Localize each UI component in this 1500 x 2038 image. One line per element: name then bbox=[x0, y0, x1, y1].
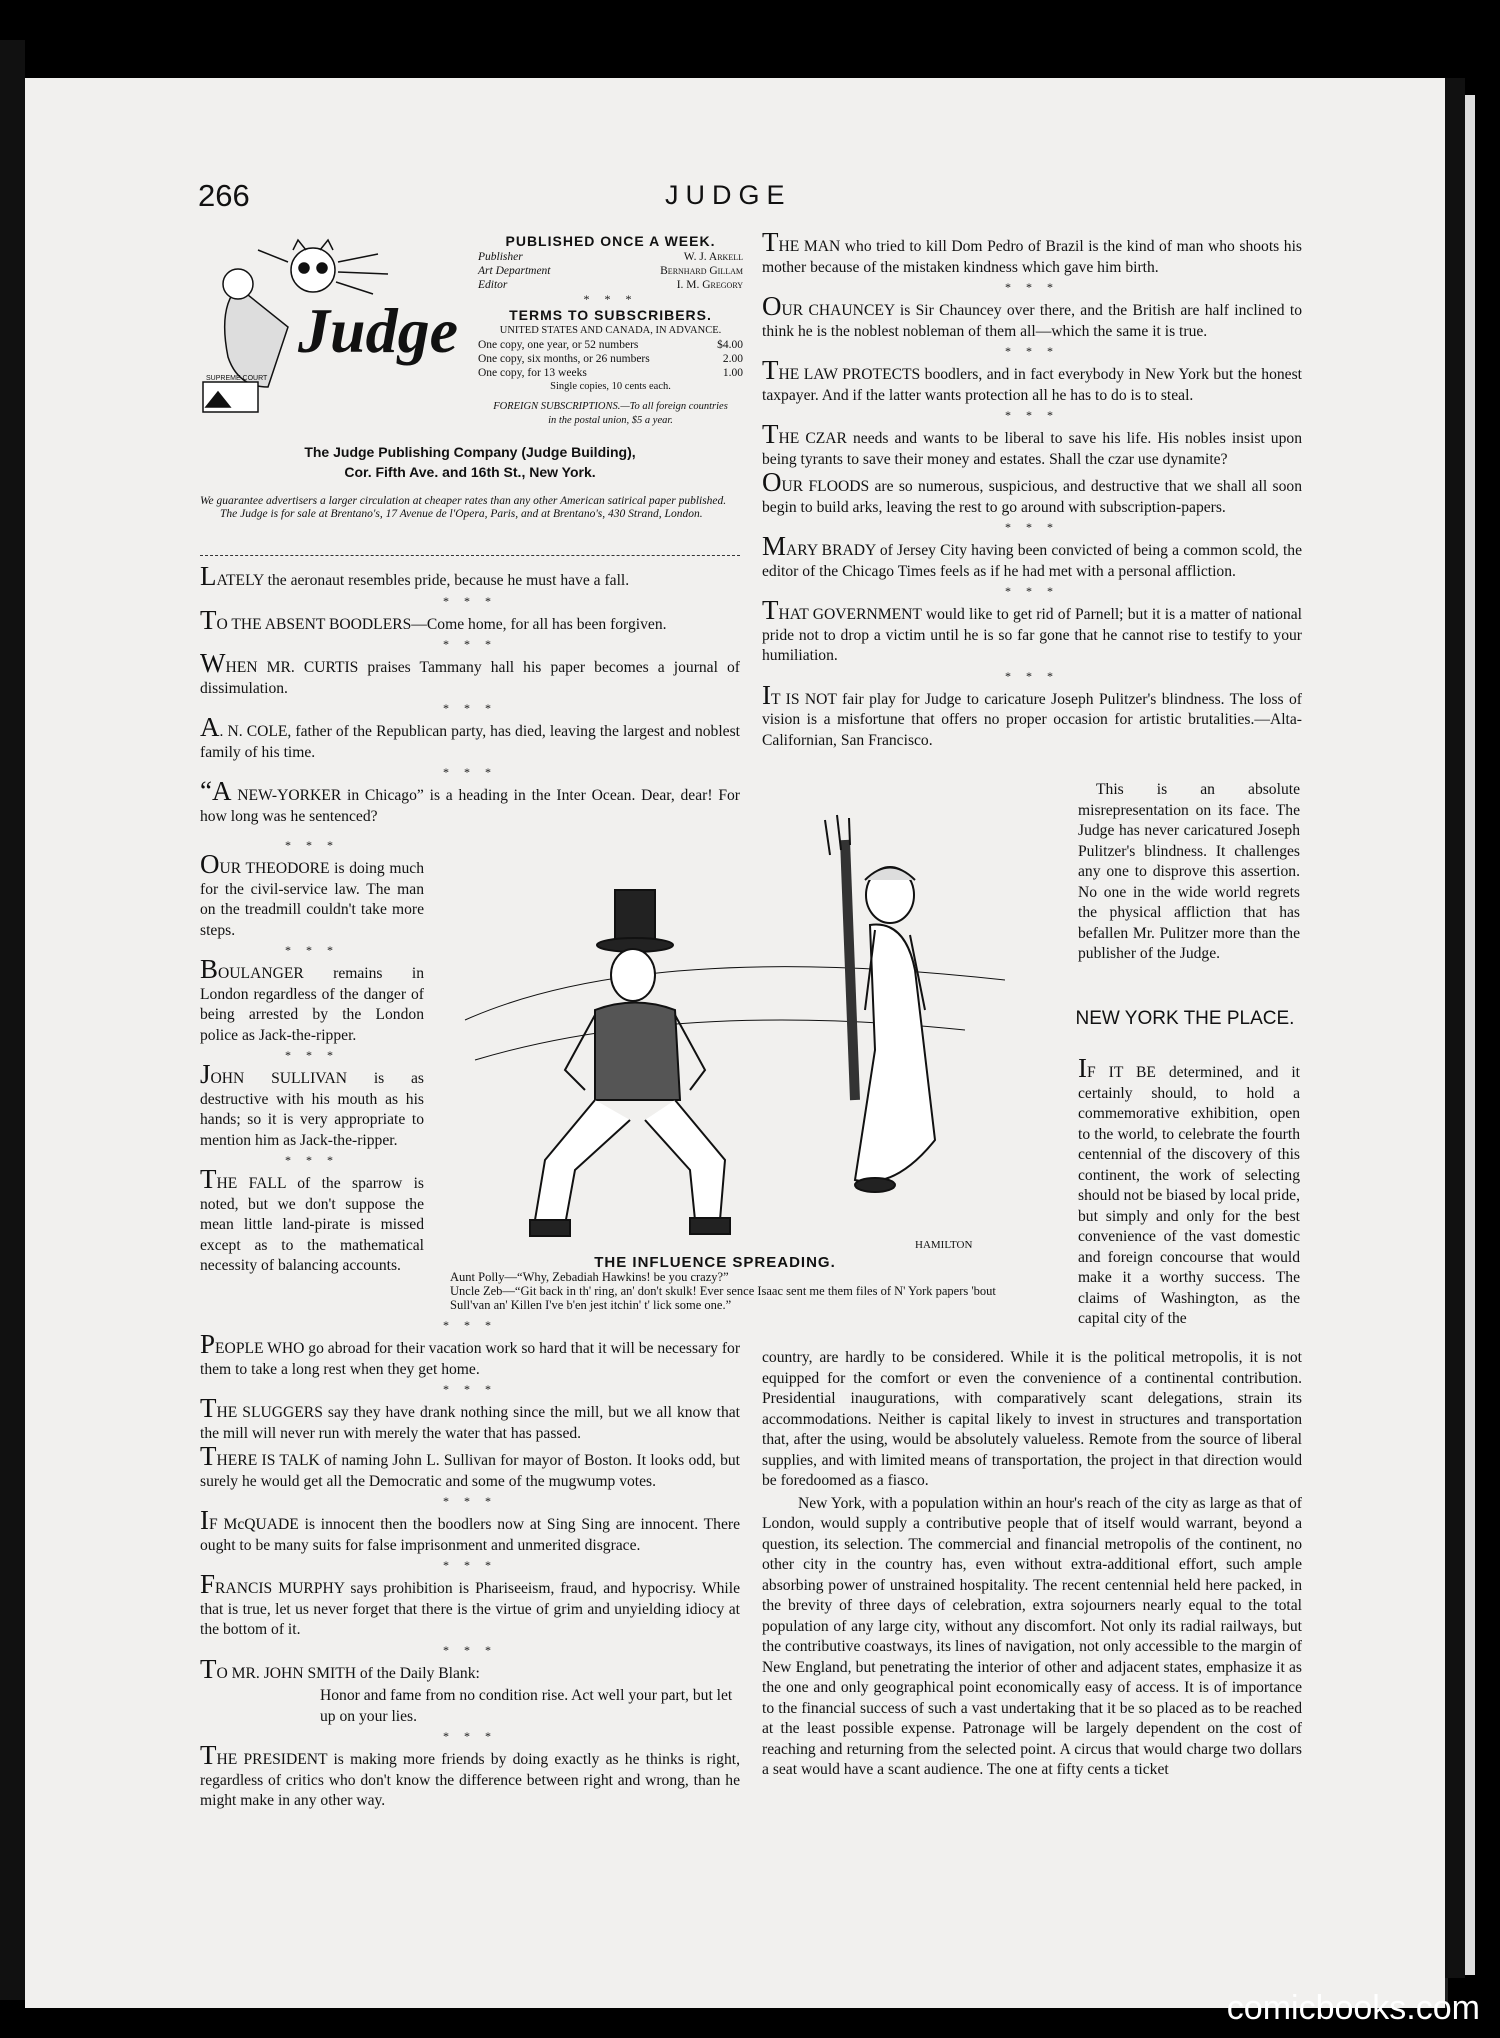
editor-row: Editor I. M. Gregory bbox=[478, 279, 743, 291]
paragraph: THERE IS TALK of naming John L. Sullivan for mayor of Boston. It looks odd, but surely he would get all the Democratic and some of the mugwump votes. bbox=[200, 1441, 740, 1490]
terms-heading: TERMS TO SUBSCRIBERS. bbox=[509, 307, 712, 323]
paragraph: country, are hardly to be considered. While it is the political metropolis, it is not equipped for the comfort or even the convenience of a continental contribution. Presidential inaugurations, with comparatively scant delegations, strain its accommodations. Neither is capital likely to invest in structures and transportation that, after the using, would be absolutely valueless. Remote from the source of liberal supplies, and with limited means of transportation, the project in that direction would be foredoomed as a fiasco. bbox=[762, 1349, 1302, 1489]
paragraph: A. N. COLE, father of the Republican party, has died, leaving the largest and noblest family of his time. bbox=[200, 712, 740, 761]
paragraph: PEOPLE WHO go abroad for their vacation work so hard that it will be necessary for them to take a long rest when they get home. bbox=[200, 1329, 741, 1378]
paragraph: IF McQUADE is innocent then the boodlers now at Sing Sing are innocent. There ought to be many suits for false imprisonment and unmerited disgrace. bbox=[200, 1505, 740, 1554]
paragraph: THE FALL of the sparrow is noted, but we don't suppose the mean little land-pirate is missed except as to the mathematical necessity of balancing accounts. bbox=[200, 1164, 424, 1274]
terms-sub: UNITED STATES AND CANADA, IN ADVANCE. bbox=[499, 325, 722, 336]
left-column-top: LATELY the aeronaut resembles pride, because he must have a fall. * * * TO THE ABSENT BOODLERS—Come home, for all has been forgiven. * * * WHEN MR. CURTIS praises Tammany hall his paper becomes a journal of dissimulation. * * * A. N. COLE, father of the Republican party, has died, leaving the largest and noblest family of his time. * * * “A NEW-YORKER in Chicago” is a heading in the Inter Ocean. Dear, dear! For how long was he sentenced? bbox=[200, 566, 740, 829]
left-column-bottom: * * * PEOPLE WHO go abroad for their vacation work so hard that it will be necessary for them to take a long rest when they get home. * * * THE SLUGGERS say they have drank nothing since the mill, but we all know that the mill will never run with merely the water that has passed. THERE IS TALK of naming John L. Sullivan for mayor of Boston. It looks odd, but surely he would get all the Democratic and some of the mugwump votes. * * * IF McQUADE is innocent then the boodlers now at Sing Sing are innocent. There ought to be many suits for false imprisonment and unmerited disgrace. * * * FRANCIS MURPHY says prohibition is Phariseeism, fraud, and hypocrisy. While that is true, let us never forget that there is the virtue of grim and unyielding idiocy at the bottom of it. * * * TO MR. JOHN SMITH of the Daily Blank: Honor and fame from no condition rise. Act well your part, but let up on your lies. * * * THE PRESIDENT is making more friends by doing exactly as he thinks is right, regardless of critics who don't know the difference between right and wrong, than he might make in any other way. bbox=[200, 1318, 740, 1814]
foreign-subscriptions: FOREIGN SUBSCRIPTIONS.—To all foreign countries in the postal union, $5 a year. bbox=[493, 401, 728, 426]
running-head: JUDGE bbox=[665, 180, 792, 210]
cartoon-caption bbox=[430, 1256, 1000, 1312]
paragraph: IF IT BE determined, and it certainly should, to hold a commemorative exhibition, open to the world, to celebrate the fourth centennial of the discovery of this continent, the work of selecting should not be biased by local pride, but simply and only for the best convenience of the vast domestic and foreign concourse that would make it a worthy success. The claims of Washington, as the capital city of the bbox=[1078, 1053, 1300, 1327]
page-spine bbox=[1445, 78, 1465, 1978]
paragraph: WHEN MR. CURTIS praises Tammany hall his paper becomes a journal of dissimulation. bbox=[200, 648, 740, 697]
paragraph: OUR CHAUNCEY is Sir Chauncey over there, and the British are half inclined to think he is the noblest nobleman of them all—which the same it is true. bbox=[762, 291, 1302, 340]
cartoon-title: THE INFLUENCE SPREADING. bbox=[594, 1254, 836, 1271]
paragraph: TO THE ABSENT BOODLERS—Come home, for all has been forgiven. bbox=[200, 604, 667, 635]
paragraph: OUR THEODORE is doing much for the civil-service law. The man on the treadmill couldn't take more steps. bbox=[200, 849, 424, 939]
watermark: comicbooks.com bbox=[1226, 1989, 1480, 2027]
verse: Honor and fame from no condition rise. Act well your part, but let up on your lies. bbox=[320, 1687, 733, 1725]
paragraph: THE LAW PROTECTS boodlers, and in fact everybody in New York but the honest taxpayer. And if the latter wants protection all he has to do is to steal. bbox=[762, 355, 1302, 404]
ny-body bbox=[762, 1348, 1302, 1783]
published-heading: PUBLISHED ONCE A WEEK. bbox=[505, 233, 716, 249]
right-column: THE MAN who tried to kill Dom Pedro of Brazil is the kind of man who shoots his mother because of the mistaken kindness which gave him birth. * * * OUR CHAUNCEY is Sir Chauncey over there, and the British are half inclined to think he is the noblest nobleman of them all—which the same it is true. * * * THE LAW PROTECTS boodlers, and in fact everybody in New York but the honest taxpayer. And if the latter wants protection all he has to do is to steal. * * * THE CZAR needs and wants to be liberal to save his life. His nobles insist upon being tyrants to save their money and estates. Shall the czar use dynamite? OUR FLOODS are so numerous, suspicious, and destructive that we shall all soon begin to build arks, leaving the rest to go around with subscription-papers. * * * MARY BRADY of Jersey City having been convicted of being a common scold, the editor of the Chicago Times feels as if he had met with a personal affliction. * * * THAT GOVERNMENT would like to get rid of Parnell; but it is a matter of national pride not to drop a victim until he is so far gone that he cannot rise to testify to your humiliation. * * * IT IS NOT fair play for Judge to caricature Joseph Pulitzer's blindness. The loss of vision is a misfortune that offers no proper occasion for artistic brutalities.—Alta-Californian, San Francisco. bbox=[762, 232, 1302, 753]
divider bbox=[200, 555, 740, 556]
page-number: 266 bbox=[198, 178, 250, 213]
paragraph: THE SLUGGERS say they have drank nothing since the mill, but we all know that the mill will never run with merely the water that has passed. bbox=[200, 1393, 740, 1442]
paragraph: New York, with a population within an hour's reach of the city as large as that of London, would supply a contributive people that of itself would warrant, beyond a question, its selection. The commercial and financial metropolis of the continent, no other city in the country has, even without extra-additional effort, such ample absorbing power of unstrained hospitality. The recent centennial held here packed, in the brevity of three days of celebration, extra sojourners nearly equal to the total population of any large city, without any discomfort. Not only its radial railways, but the contributive coastways, its lines of navigation, not only accessible to the margin of New England, but penetrating the interior of other and adjacent states, emphasize it as the one and only geographical point economically easy of access. It is of importance to the financial success of such a vast undertaking that it be so placed as to be reached at the least possible expense. Patronage will be largely dependent on the cost of reaching and returning from the selected point. A circus that would charge two dollars a seat would have a scant audience. The one at fifty cents a ticket bbox=[762, 1494, 1302, 1778]
rate-row: One copy, for 13 weeks 1.00 bbox=[478, 367, 743, 379]
paragraph: IT IS NOT fair play for Judge to caricature Joseph Pulitzer's blindness. The loss of vision is a misfortune that offers no proper occasion for artistic brutalities.—Alta-Californian, San Francisco. bbox=[762, 679, 1302, 749]
ny-intro bbox=[1078, 1053, 1300, 1332]
caption-line: Uncle Zeb—“Git back in th' ring, an' don't skulk! Ever sence Isaac sent me them files of N' York papers 'bout Sull'van an' Killen I've b'en jest itchin' t' lick some one.” bbox=[450, 1284, 996, 1312]
paragraph: “A NEW-YORKER in Chicago” is a heading in the Inter Ocean. Dear, dear! For how long was he sentenced? bbox=[200, 776, 740, 825]
paragraph: OUR FLOODS are so numerous, suspicious, and destructive that we shall all soon begin to build arks, leaving the rest to go around with subscription-papers. bbox=[762, 467, 1302, 516]
paragraph: FRANCIS MURPHY says prohibition is Phariseeism, fraud, and hypocrisy. While that is true, let us never forget that there is the virtue of grim and unyielding idiocy at the bottom of it. bbox=[200, 1569, 740, 1638]
masthead-info: PUBLISHED ONCE A WEEK. Publisher W. J. Arkell Art Department Bernhard Gillam Editor I. M. Gregory * * * TERMS TO SUBSCRIBERS. UNITED STATES AND CANADA, IN ADVANCE. One copy, one year, or 52 numbers $4.00 One copy, six months, or 26 numbers 2.00 One copy, for 13 weeks 1.00 Single copies, 10 cents each. FOREIGN SUBSCRIPTIONS.—To all foreign countries in the postal union, $5 a year. bbox=[478, 233, 743, 426]
paragraph: This is an absolute misrepresentation on its face. The Judge has never caricatured Joseph Pulitzer's blindness. It challenges any one to disprove this assertion. No one in the wide world regrets the physical affliction that has befallen Mr. Pulitzer more than the publisher of the Judge. bbox=[1078, 781, 1300, 962]
right-column-narrow bbox=[1078, 780, 1300, 967]
single-copies: Single copies, 10 cents each. bbox=[550, 381, 671, 392]
rate-row: One copy, six months, or 26 numbers 2.00 bbox=[478, 353, 743, 365]
paragraph: THE MAN who tried to kill Dom Pedro of Brazil is the kind of man who shoots his mother because of the mistaken kindness which gave him birth. bbox=[762, 227, 1302, 276]
left-column-narrow: * * * OUR THEODORE is doing much for the civil-service law. The man on the treadmill couldn't take more steps. * * * BOULANGER remains in London regardless of the danger of being arrested by the London police as Jack-the-ripper. * * * JOHN SULLIVAN is as destructive with his mouth as his hands; so it is very appropriate to mention him as Jack-the-ripper. * * * THE FALL of the sparrow is noted, but we don't suppose the mean little land-pirate is missed except as to the mathematical necessity of balancing accounts. bbox=[200, 838, 424, 1279]
article-heading: NEW YORK THE PLACE. bbox=[1075, 1008, 1295, 1029]
paragraph: TO MR. JOHN SMITH of the Daily Blank: bbox=[200, 1653, 480, 1684]
caption-line: Aunt Polly—“Why, Zebadiah Hawkins! be you crazy?” bbox=[450, 1270, 729, 1284]
paragraph: JOHN SULLIVAN is as destructive with his mouth as his hands; so it is very appropriate to mention him as Jack-the-ripper. bbox=[200, 1059, 424, 1149]
paragraph: THE CZAR needs and wants to be liberal to save his life. His nobles insist upon being tyrants to save their money and estates. Shall the czar use dynamite? bbox=[762, 419, 1302, 468]
judge-logo bbox=[198, 232, 473, 432]
paragraph: LATELY the aeronaut resembles pride, because he must have a fall. bbox=[200, 561, 630, 591]
next-page-edge bbox=[1465, 95, 1475, 1975]
paragraph: BOULANGER remains in London regardless of the danger of being arrested by the London police as Jack-the-ripper. bbox=[200, 954, 424, 1044]
publishing-company: The Judge Publishing Company (Judge Building), Cor. Fifth Ave. and 16th St., New York. bbox=[304, 444, 636, 480]
cartoon-illustration bbox=[445, 800, 1005, 1260]
rate-row: One copy, one year, or 52 numbers $4.00 bbox=[478, 339, 743, 351]
svg-text:SUPREME COURT: SUPREME COURT bbox=[206, 375, 268, 382]
art-row: Art Department Bernhard Gillam bbox=[478, 265, 743, 277]
paragraph: MARY BRADY of Jersey City having been convicted of being a common scold, the editor of the Chicago Times feels as if he had met with a personal affliction. bbox=[762, 531, 1302, 580]
scan-edge bbox=[0, 40, 25, 2000]
paragraph: THAT GOVERNMENT would like to get rid of Parnell; but it is a matter of national pride not to drop a victim until he is so far gone that he cannot rise to testify to your humiliation. bbox=[762, 595, 1302, 664]
svg-text:Judge: Judge bbox=[298, 295, 458, 366]
publisher-row: Publisher W. J. Arkell bbox=[478, 251, 743, 263]
paragraph: THE PRESIDENT is making more friends by doing exactly as he thinks is right, regardless of critics who don't know the difference between right and wrong, than he might make in any other way. bbox=[200, 1740, 740, 1809]
guarantee-notice: We guarantee advertisers a larger circulation at cheaper rates than any other American satirical paper published. The Judge is for sale at Brentano's, 17 Avenue de l'Opera, Paris, and at Brentano's, 430 Strand, London. bbox=[200, 495, 727, 520]
svg-text:HAMILTON: HAMILTON bbox=[915, 1239, 973, 1251]
